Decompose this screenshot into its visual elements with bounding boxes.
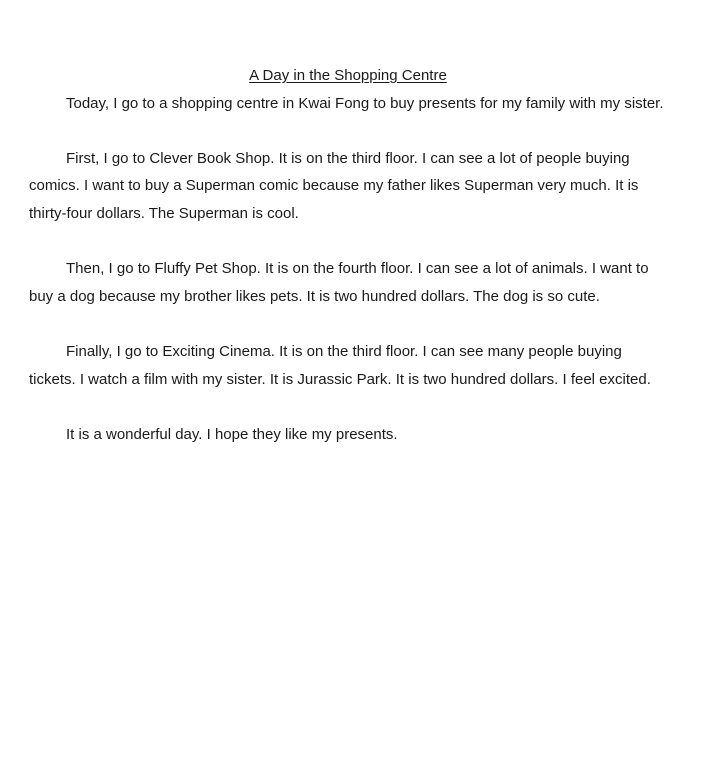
paragraph-cinema: Finally, I go to Exciting Cinema. It is on the third floor. I can see many people buying tickets. I watch a film with my sister. It is Jurassic Park. It is two hundred dollars. I feel excited. [29,342,651,388]
paragraph-conclusion: It is a wonderful day. I hope they like my presents. [66,425,398,443]
paragraph-pet-shop: Then, I go to Fluffy Pet Shop. It is on the fourth floor. I can see a lot of animals. I want to buy a dog because my brother likes pets. It is two hundred dollars. The dog is so cute. [29,260,649,305]
paragraph-intro: Today, I go to a shopping centre in Kwai Fong to buy presents for my family with my sister. [66,94,664,112]
document-title: A Day in the Shopping Centre [249,67,447,84]
paragraph-book-shop: First, I go to Clever Book Shop. It is on the third floor. I can see a lot of people buying comics. I want to buy a Superman comic because my father likes Superman very much. It is thirty-four dollars. The Superman is cool. [29,149,639,222]
document-body [29,62,667,476]
